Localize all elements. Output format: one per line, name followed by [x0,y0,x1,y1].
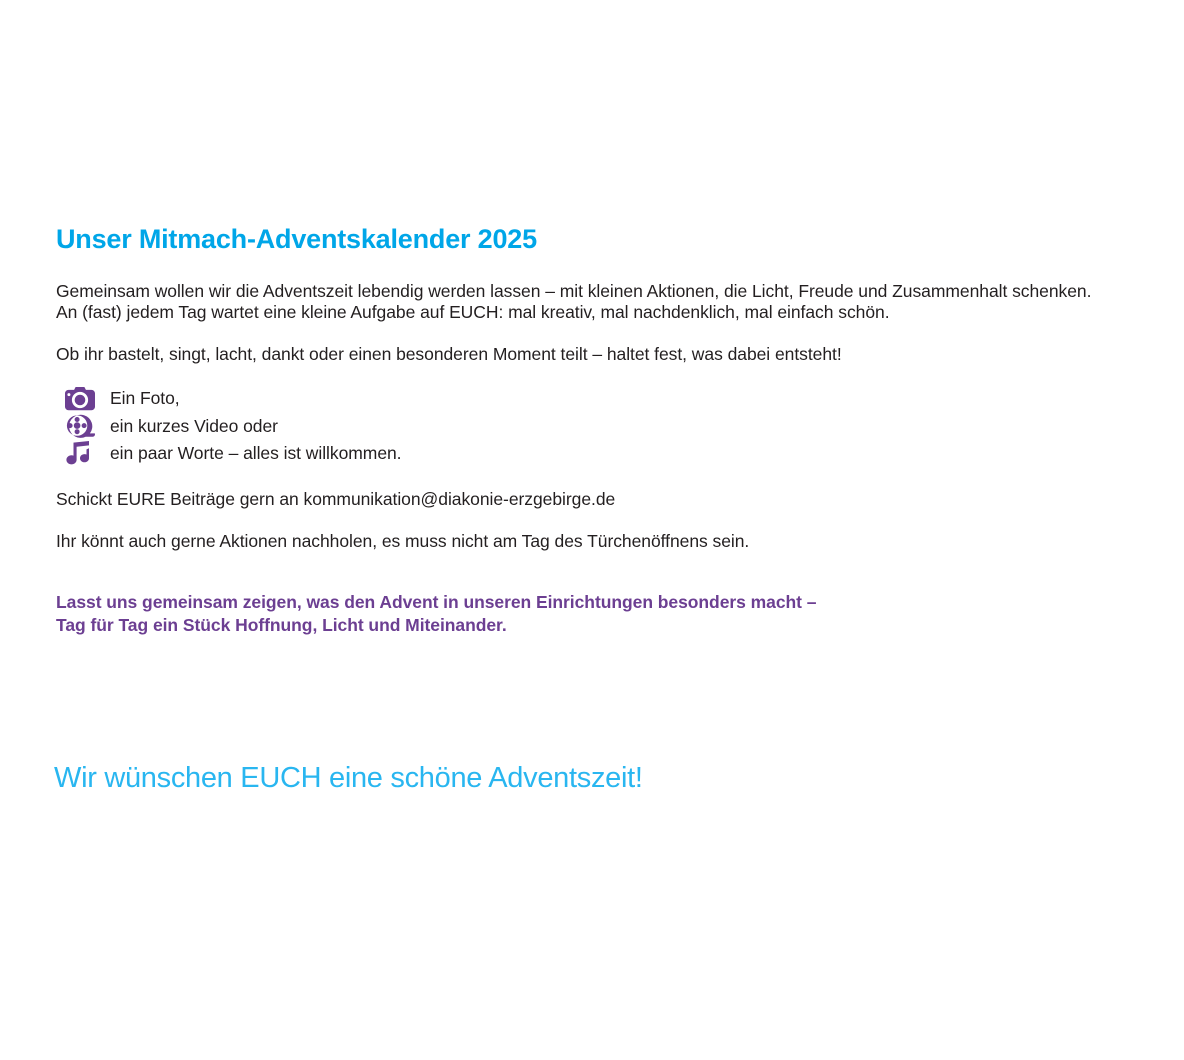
list-item [56,413,1146,441]
spacer [56,552,1146,574]
contribution-list [56,385,1146,468]
intro-line-1: Gemeinsam wollen wir die Adventszeit lebendig werden lassen – mit kleinen Aktionen, die Licht, Freude und Zusammenhalt schenken. [56,281,1092,302]
camera-icon [56,387,110,411]
list-item-label: ein kurzes Video oder [110,415,278,436]
content-column [56,224,1146,823]
catch-up-line: Ihr könnt auch gerne Aktionen nachholen, es muss nicht am Tag des Türchenöffnens sein. [56,530,750,551]
prompt-line: Ob ihr bastelt, singt, lacht, dankt oder einen besonderen Moment teilt – haltet fest, was dabei entsteht! [56,344,842,365]
intro-paragraph [56,281,1146,323]
spacer [56,510,1146,531]
submission-line: Schickt EURE Beiträge gern an kommunikation@diakonie-erzgebirge.de [56,488,616,509]
call-to-action-line-2: Tag für Tag ein Stück Hoffnung, Licht und Miteinander. [56,614,507,635]
submission-paragraph [56,489,1146,510]
catch-up-paragraph [56,531,1146,552]
intro-line-2: An (fast) jedem Tag wartet eine kleine Aufgabe auf EUCH: mal kreativ, mal nachdenklich, mal einfach schön. [56,302,890,323]
list-item-label: Ein Foto, [110,388,180,409]
spacer [56,323,1146,344]
page-title: Unser Mitmach-Adventskalender 2025 [56,224,537,254]
film-reel-icon [56,413,110,439]
closing-line: Wir wünschen EUCH eine schöne Adventszeit! [54,761,643,794]
list-item [56,385,1146,413]
call-to-action-line-1: Lasst uns gemeinsam zeigen, was den Advent in unseren Einrichtungen besonders macht – [56,592,817,613]
spacer [56,365,1146,385]
spacer [56,468,1146,489]
music-note-icon [56,441,110,467]
list-item-label: ein paar Worte – alles ist willkommen. [110,443,402,464]
prompt-paragraph [56,344,1146,365]
call-to-action [56,591,1146,636]
list-item [56,440,1146,468]
spacer [56,654,1146,733]
